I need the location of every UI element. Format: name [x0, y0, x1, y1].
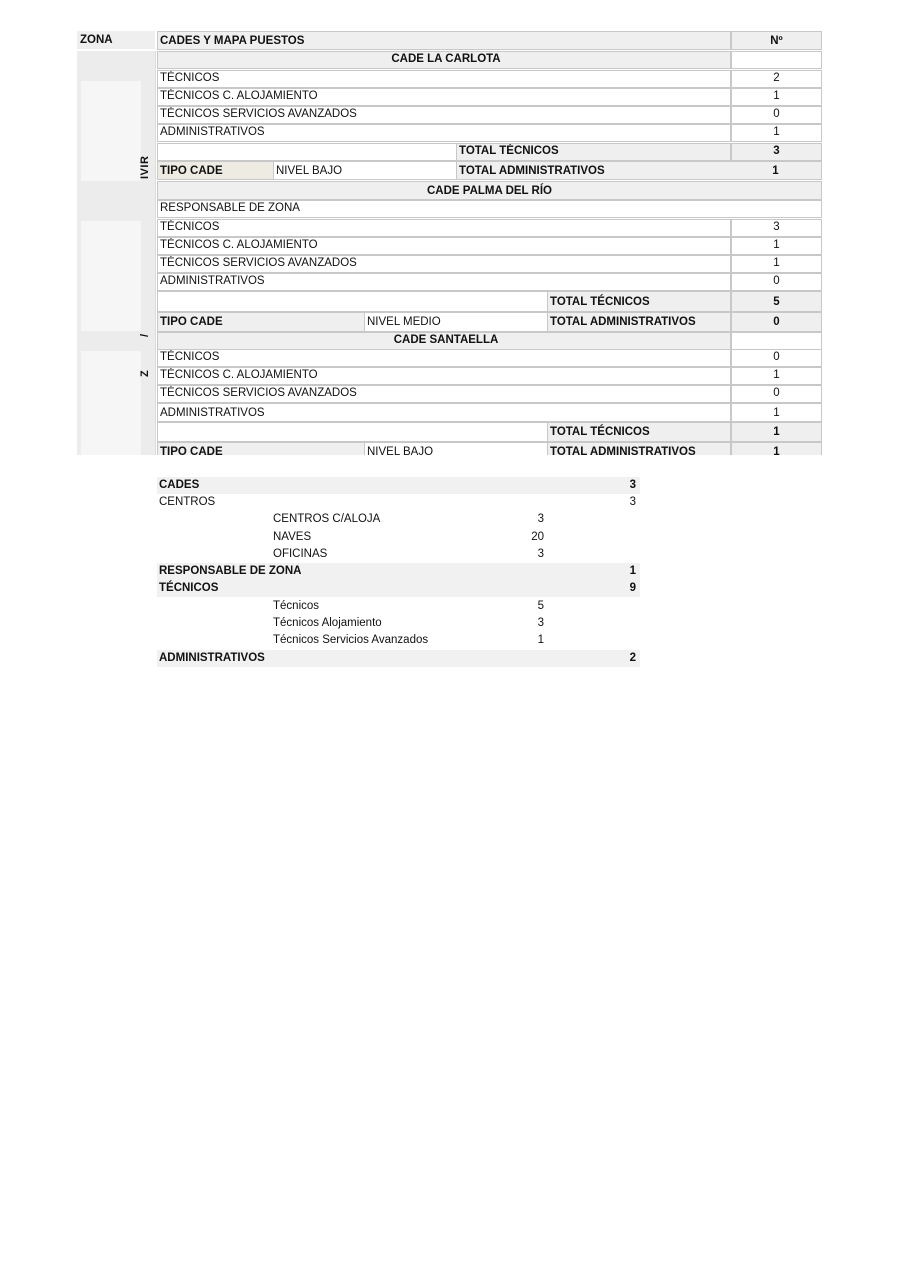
total-admin-label: TOTAL ADMINISTRATIVOS — [547, 313, 732, 331]
summary-value: 3 — [629, 496, 636, 508]
row-value: 1 — [730, 125, 821, 141]
table-row — [157, 106, 822, 124]
summary-sub-label: NAVES — [273, 531, 312, 543]
summary-subrow — [157, 529, 640, 546]
total-admin-label: TOTAL ADMINISTRATIVOS — [547, 443, 732, 455]
responsable-label: RESPONSABLE DE ZONA — [160, 202, 300, 214]
summary-row — [157, 477, 640, 494]
num-cell — [730, 333, 821, 349]
cade-name: CADE LA CARLOTA — [391, 53, 501, 65]
summary-sub-value: 1 — [537, 634, 544, 646]
total-tecnicos-value: 1 — [730, 423, 821, 441]
row-value: 2 — [730, 71, 821, 87]
summary-row — [157, 494, 640, 511]
row-value: 3 — [730, 220, 821, 236]
total-admin-value: 1 — [730, 443, 821, 455]
table-row — [157, 255, 822, 273]
table-row — [157, 70, 822, 88]
summary-sub-label: CENTROS C/ALOJA — [273, 513, 381, 525]
summary-sub-label: Técnicos Servicios Avanzados — [273, 634, 429, 646]
summary-sub-label: OFICINAS — [273, 548, 328, 560]
total-tecnicos-label: TOTAL TÉCNICOS — [547, 423, 732, 441]
total-tecnicos-value: 5 — [730, 292, 821, 311]
table-row — [157, 273, 822, 291]
zona-band — [81, 351, 141, 455]
summary-sub-value: 3 — [537, 617, 544, 629]
row-label: ADMINISTRATIVOS — [160, 407, 265, 419]
total-tecnicos-row — [157, 143, 822, 161]
row-label: TÉCNICOS SERVICIOS AVANZADOS — [160, 387, 357, 399]
summary-subrow — [157, 598, 640, 615]
summary-subrow — [157, 615, 640, 632]
summary-sub-value: 3 — [537, 548, 544, 560]
row-value: 1 — [730, 238, 821, 254]
row-value: 1 — [730, 368, 821, 384]
summary-sub-label: Técnicos — [273, 600, 320, 612]
summary-label: TÉCNICOS — [159, 582, 219, 594]
tipo-cade-label: TIPO CADE — [158, 162, 273, 179]
zona-label: IVIR — [139, 155, 151, 179]
summary-value: 3 — [629, 479, 636, 491]
table-row — [157, 237, 822, 255]
zona-label: Z — [139, 369, 151, 377]
total-admin-value: 0 — [730, 313, 821, 331]
table-row — [157, 124, 822, 142]
row-value: 1 — [730, 256, 821, 272]
row-label: TÉCNICOS — [160, 221, 220, 233]
summary-label: RESPONSABLE DE ZONA — [159, 565, 302, 577]
total-tecnicos-label: TOTAL TÉCNICOS — [456, 144, 732, 160]
table-row — [157, 385, 822, 403]
cade-name-row — [157, 332, 822, 350]
summary-label: CADES — [159, 479, 200, 491]
table-row — [157, 367, 822, 385]
responsable-row — [157, 200, 822, 218]
tipo-cade-row — [157, 161, 822, 180]
summary-label: ADMINISTRATIVOS — [159, 652, 265, 664]
num-header: Nº — [730, 32, 821, 49]
table-row — [157, 349, 822, 367]
zona-label: / — [139, 333, 151, 337]
cade-name-row — [157, 181, 822, 200]
summary-label: CENTROS — [159, 496, 216, 508]
table-row — [157, 219, 822, 237]
summary-subrow — [157, 511, 640, 528]
row-label: ADMINISTRATIVOS — [160, 126, 265, 138]
row-label: TÉCNICOS C. ALOJAMIENTO — [160, 90, 318, 102]
cade-name: CADE SANTAELLA — [393, 334, 499, 346]
zona-header: ZONA — [77, 31, 155, 49]
summary-row — [157, 580, 640, 597]
nivel-value: NIVEL BAJO — [273, 162, 456, 179]
tipo-cade-label: TIPO CADE — [160, 446, 223, 455]
table-row — [157, 88, 822, 106]
cades-table — [77, 31, 823, 455]
row-label: TÉCNICOS SERVICIOS AVANZADOS — [160, 108, 357, 120]
summary-sub-value: 5 — [537, 600, 544, 612]
row-label: ADMINISTRATIVOS — [160, 275, 265, 287]
summary-value: 9 — [629, 582, 636, 594]
summary-subrow — [157, 546, 640, 563]
row-label: TÉCNICOS SERVICIOS AVANZADOS — [160, 257, 357, 269]
cade-name: CADE PALMA DEL RÍO — [426, 185, 552, 197]
zona-band — [81, 81, 141, 181]
row-label: TÉCNICOS — [160, 72, 220, 84]
total-tecnicos-row — [157, 291, 822, 312]
row-value: 0 — [730, 350, 821, 366]
zona-column — [77, 51, 156, 455]
summary-row — [157, 563, 640, 580]
summary-value: 1 — [629, 565, 636, 577]
row-value: 0 — [730, 386, 821, 402]
num-cell — [730, 52, 821, 68]
summary-sub-value: 3 — [537, 513, 544, 525]
row-label: TÉCNICOS — [160, 351, 220, 363]
total-admin-label: TOTAL ADMINISTRATIVOS — [456, 162, 732, 179]
tipo-cade-label: TIPO CADE — [160, 316, 223, 328]
summary-value: 2 — [629, 652, 636, 664]
zona-band — [81, 221, 141, 331]
row-label: TÉCNICOS C. ALOJAMIENTO — [160, 369, 318, 381]
total-tecnicos-row — [157, 422, 822, 442]
nivel-value: NIVEL MEDIO — [364, 313, 547, 331]
row-value: 1 — [730, 404, 821, 421]
title-header: CADES Y MAPA PUESTOS — [160, 35, 305, 47]
row-value: 1 — [730, 89, 821, 105]
summary-subrow — [157, 632, 640, 649]
total-tecnicos-label: TOTAL TÉCNICOS — [547, 292, 732, 311]
row-label: TÉCNICOS C. ALOJAMIENTO — [160, 239, 318, 251]
total-tecnicos-value: 3 — [730, 144, 821, 160]
table-header-row — [157, 31, 822, 50]
summary-row — [157, 650, 640, 667]
nivel-value: NIVEL BAJO — [364, 443, 547, 455]
cade-name-row — [157, 51, 822, 69]
tipo-cade-row — [157, 312, 822, 332]
row-value: 0 — [730, 107, 821, 123]
row-value: 0 — [730, 274, 821, 290]
tipo-cade-row — [157, 442, 822, 455]
total-admin-value: 1 — [772, 165, 779, 177]
summary-sub-label: Técnicos Alojamiento — [273, 617, 382, 629]
summary-sub-value: 20 — [531, 531, 544, 543]
table-row — [157, 403, 822, 422]
